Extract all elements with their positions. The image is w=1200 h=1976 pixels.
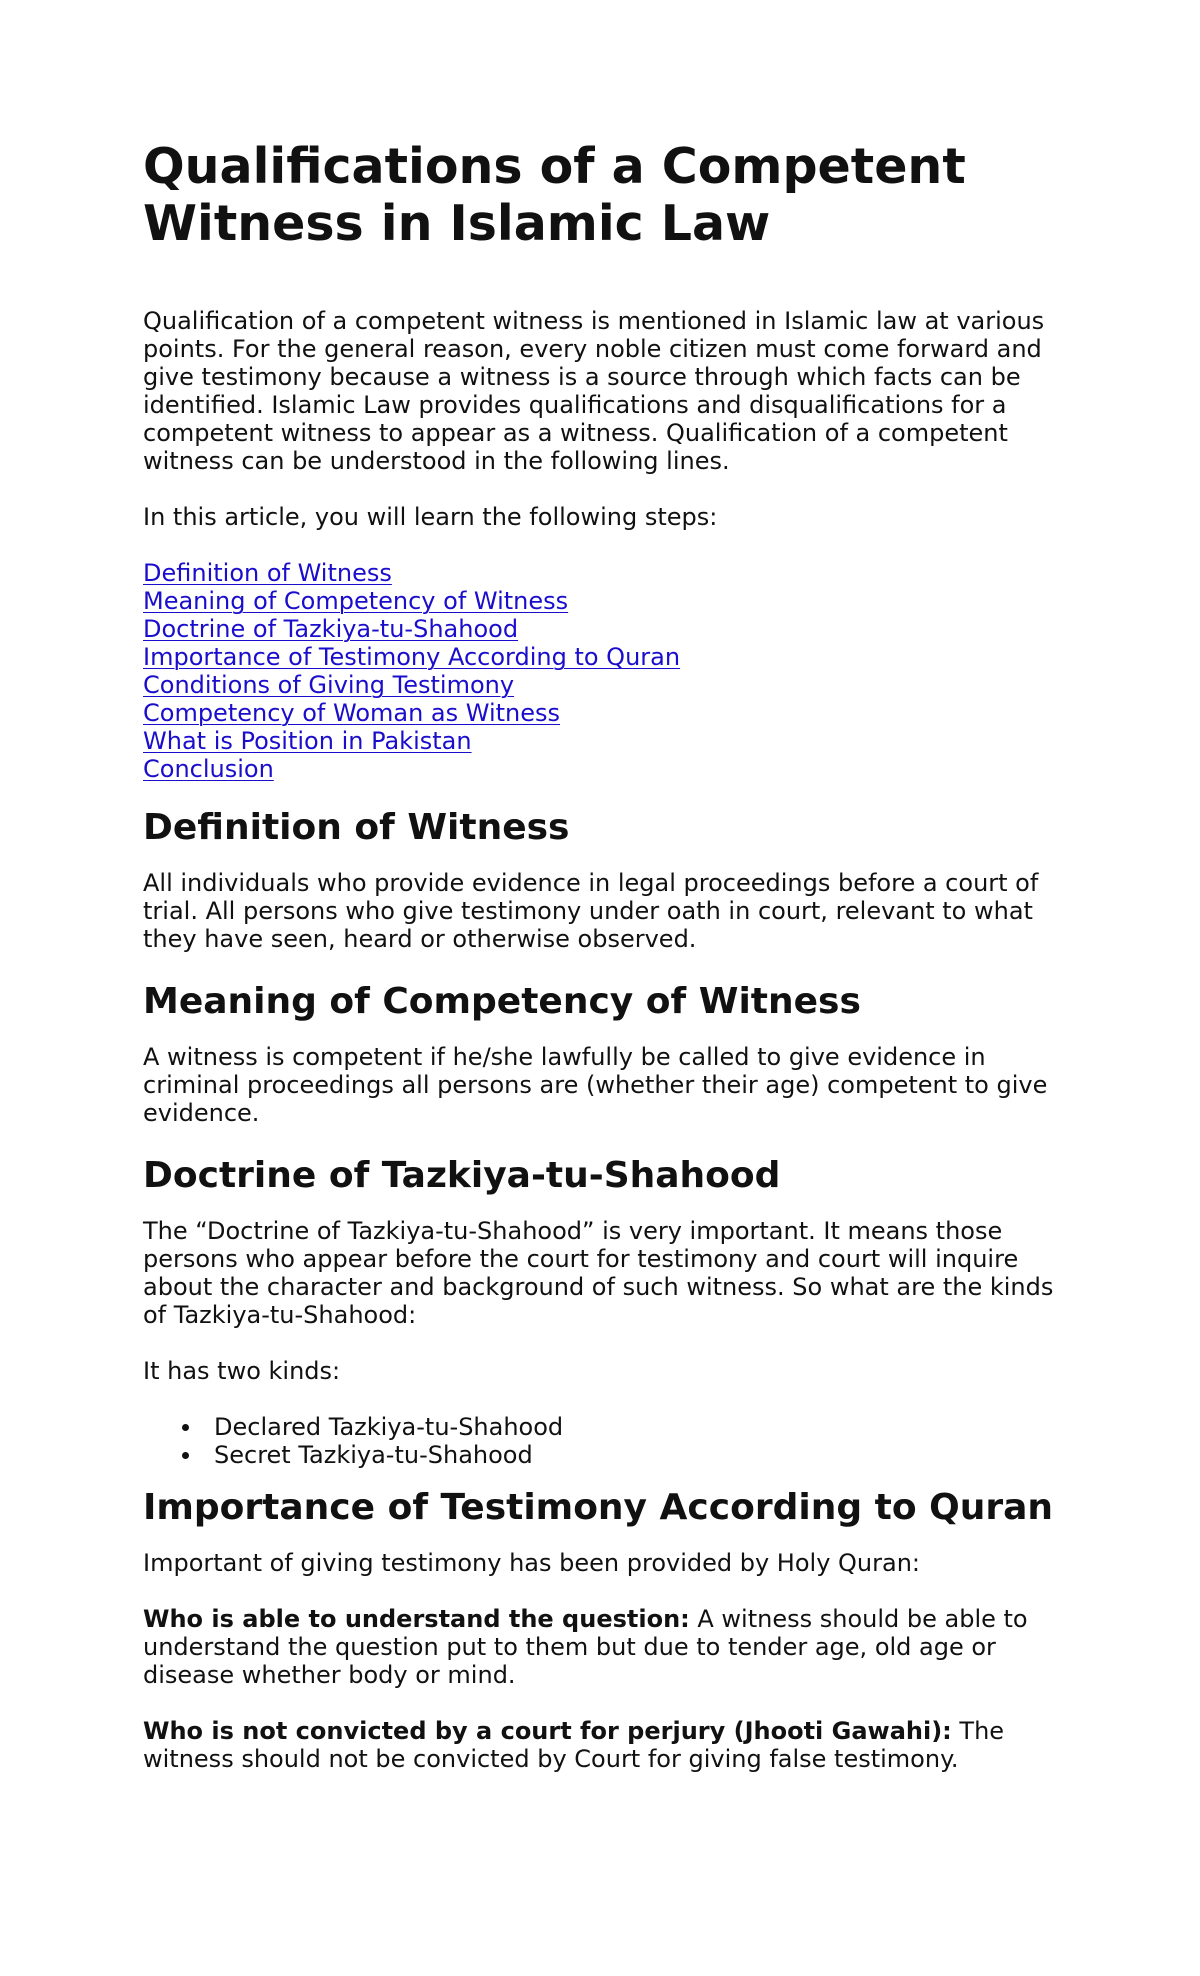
toc-link-definition[interactable]: Definition of Witness xyxy=(143,559,392,587)
section-heading: Definition of Witness xyxy=(143,807,570,848)
list-item: Secret Tazkiya-tu-Shahood xyxy=(214,1441,1063,1469)
section-paragraph: A witness is competent if he/she lawfully be called to give evidence in criminal proceedings all persons are (whether their age) competent to give evidence. xyxy=(143,1043,1048,1127)
toc-link-conclusion[interactable]: Conclusion xyxy=(143,755,274,783)
page-title: Qualifications of a Competent Witness in Islamic Law xyxy=(143,138,966,252)
toc-link-conditions[interactable]: Conditions of Giving Testimony xyxy=(143,671,515,699)
point-label: Who is able to understand the question: xyxy=(143,1605,690,1633)
table-of-contents xyxy=(143,559,1063,783)
section-paragraph: All individuals who provide evidence in legal proceedings before a court of trial. All persons who give testimony under oath in court, relevant to what they have seen, heard or otherwise observed. xyxy=(143,869,1039,953)
toc-link-importance[interactable]: Importance of Testimony According to Quran xyxy=(143,643,681,671)
toc-link-doctrine[interactable]: Doctrine of Tazkiya-tu-Shahood xyxy=(143,615,519,643)
intro-paragraph: Qualification of a competent witness is mentioned in Islamic law at various points. For the general reason, every noble citizen must come forward and give testimony because a witness is a source through which facts can be identified. Islamic Law provides qualifications and disqualifications for a competent witness to appear as a witness. Qualification of a competent witness can be understood in the following lines. xyxy=(143,307,1045,475)
point-label: Who is not convicted by a court for perjury (Jhooti Gawahi): xyxy=(143,1717,952,1745)
section-meaning xyxy=(143,981,1063,1127)
toc-link-meaning[interactable]: Meaning of Competency of Witness xyxy=(143,587,569,615)
section-heading: Doctrine of Tazkiya-tu-Shahood xyxy=(143,1155,781,1196)
section-paragraph: The “Doctrine of Tazkiya-tu-Shahood” is very important. It means those persons who appear before the court for testimony and court will inquire about the character and background of such witness. So what are the kinds of Tazkiya-tu-Shahood: xyxy=(143,1217,1054,1329)
section-doctrine xyxy=(143,1155,1063,1469)
article-body xyxy=(143,138,1063,1773)
toc-link-pakistan[interactable]: What is Position in Pakistan xyxy=(143,727,472,755)
point-text: The witness should not be convicted by Court for giving false testimony. xyxy=(143,1717,1005,1773)
section-definition xyxy=(143,807,1063,953)
steps-intro: In this article, you will learn the following steps: xyxy=(143,503,718,531)
kinds-list xyxy=(143,1413,1063,1469)
section-heading: Meaning of Competency of Witness xyxy=(143,981,861,1022)
importance-point xyxy=(143,1605,1063,1689)
kinds-intro: It has two kinds: xyxy=(143,1357,341,1385)
section-importance xyxy=(143,1487,1063,1773)
point-text: A witness should be able to understand the question put to them but due to tender age, old age or disease whether body or mind. xyxy=(143,1605,1028,1689)
section-heading: Importance of Testimony According to Quran xyxy=(143,1487,1054,1528)
list-item: Declared Tazkiya-tu-Shahood xyxy=(214,1413,1063,1441)
toc-link-woman[interactable]: Competency of Woman as Witness xyxy=(143,699,561,727)
section-paragraph: Important of giving testimony has been provided by Holy Quran: xyxy=(143,1549,920,1577)
importance-point xyxy=(143,1717,1063,1773)
